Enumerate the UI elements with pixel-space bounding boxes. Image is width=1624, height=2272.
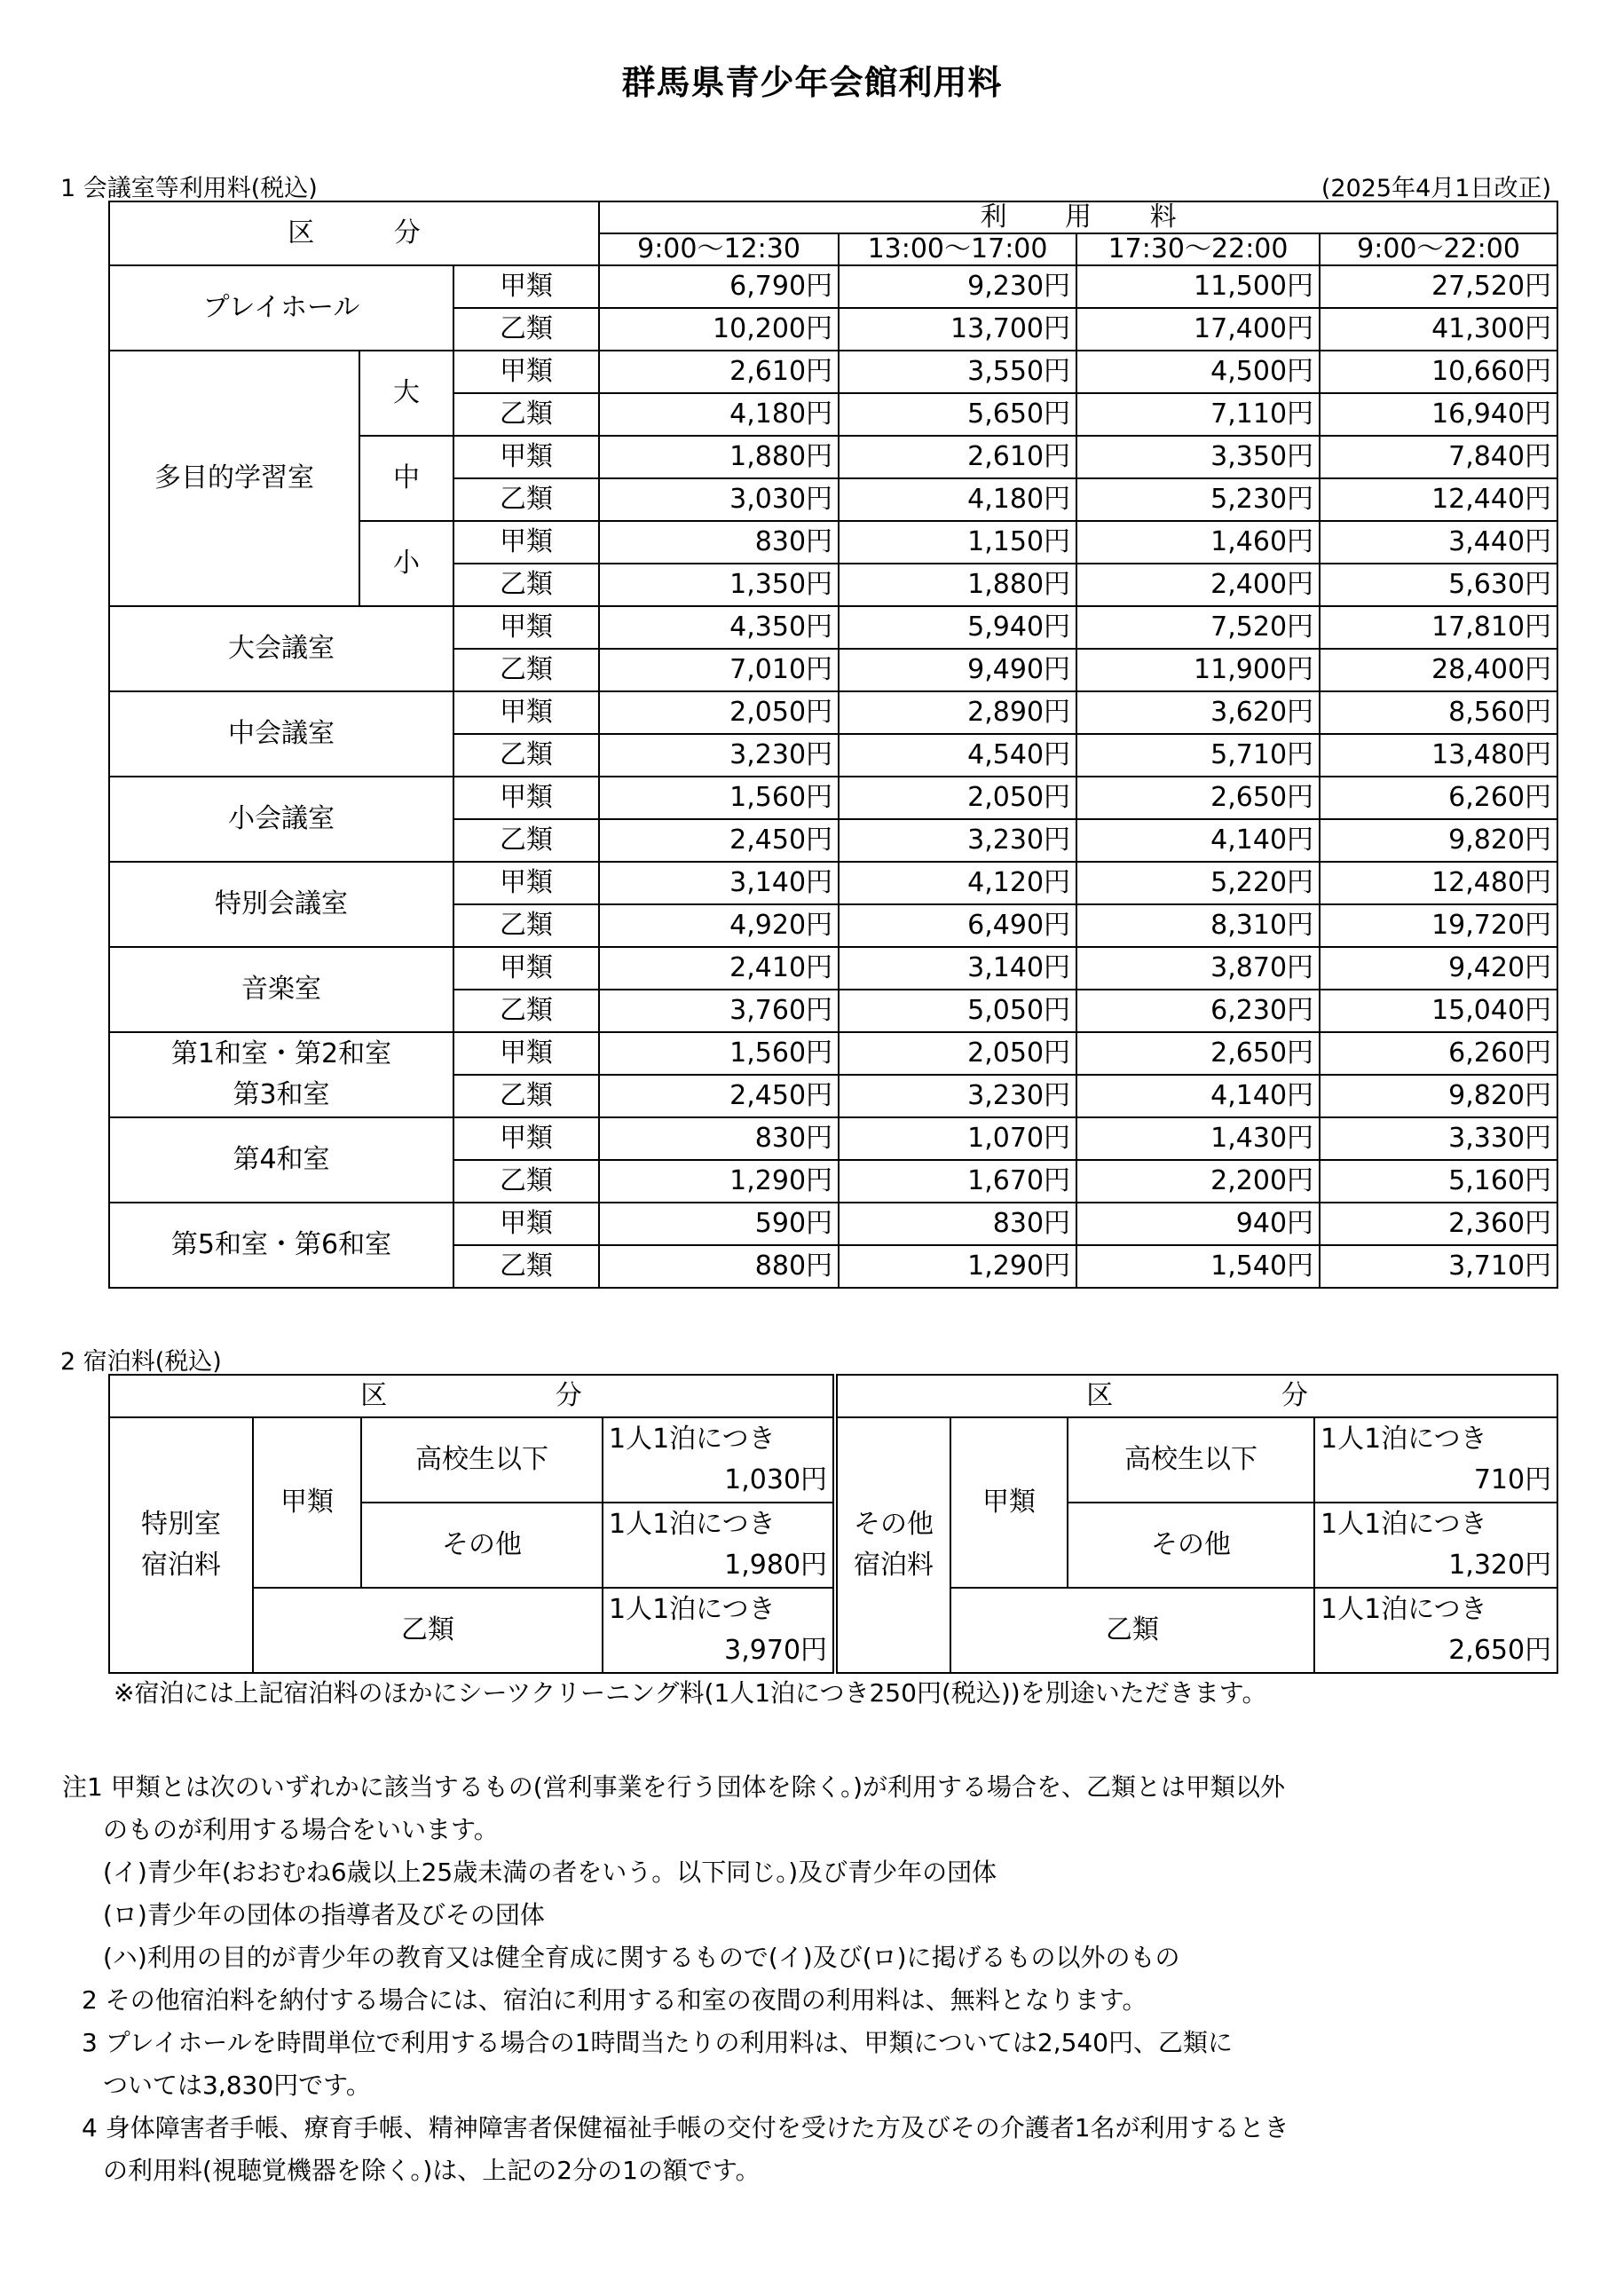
lodging-fee-table <box>108 1374 1558 1674</box>
fee-cell: 4,540円 <box>839 734 1076 777</box>
fee-cell: 940円 <box>1076 1203 1320 1245</box>
header-fee: 利 用 料 <box>599 201 1557 233</box>
special-a-high-fee: 1人1泊につき 1,030円 <box>603 1417 835 1503</box>
fee-cell: 13,700円 <box>839 308 1076 351</box>
fee-cell: 4,920円 <box>599 904 839 947</box>
lodging-header-kubun-left: 区 分 <box>109 1375 835 1417</box>
room-name: 中会議室 <box>109 691 453 777</box>
fee-cell: 830円 <box>599 1117 839 1160</box>
lodging-footnote: ※宿泊には上記宿泊料のほかにシーツクリーニング料(1人1泊につき250円(税込))を別途いただきます。 <box>114 1678 1267 1708</box>
fee-cell: 1,880円 <box>839 564 1076 606</box>
room-name: 第5和室・第6和室 <box>109 1203 453 1288</box>
fee-class: 甲類 <box>453 691 599 734</box>
fee-row <box>109 691 1557 734</box>
fee-class: 乙類 <box>453 393 599 436</box>
note-1-ha: (ハ)利用の目的が青少年の教育又は健全育成に関するもので(イ)及び(ロ)に掲げるもの以外のもの <box>103 1943 1180 1972</box>
other-others: その他 <box>1068 1503 1314 1588</box>
time-slot-evening: 17:30～22:00 <box>1076 233 1320 265</box>
fee-class: 甲類 <box>453 947 599 990</box>
other-a-high-fee: 1人1泊につき 710円 <box>1314 1417 1557 1503</box>
room-name: 音楽室 <box>109 947 453 1032</box>
fee-cell: 6,260円 <box>1320 1032 1557 1075</box>
fee-cell: 11,500円 <box>1076 265 1320 308</box>
fee-class: 乙類 <box>453 478 599 521</box>
fee-cell: 2,050円 <box>599 691 839 734</box>
fee-cell: 2,410円 <box>599 947 839 990</box>
special-room-label: 特別室 宿泊料 <box>109 1417 253 1673</box>
fee-cell: 5,630円 <box>1320 564 1557 606</box>
fee-cell: 19,720円 <box>1320 904 1557 947</box>
fee-class: 甲類 <box>453 1032 599 1075</box>
fee-cell: 1,070円 <box>839 1117 1076 1160</box>
fee-class: 乙類 <box>453 1075 599 1117</box>
fee-cell: 41,300円 <box>1320 308 1557 351</box>
fee-class: 甲類 <box>453 521 599 564</box>
fee-cell: 2,050円 <box>839 1032 1076 1075</box>
fee-cell: 3,140円 <box>839 947 1076 990</box>
fee-cell: 4,140円 <box>1076 819 1320 862</box>
note-3-cont: ついては3,830円です。 <box>103 2071 371 2100</box>
fee-class: 甲類 <box>453 351 599 393</box>
fee-cell: 7,520円 <box>1076 606 1320 649</box>
fee-cell: 2,450円 <box>599 819 839 862</box>
fee-cell: 3,440円 <box>1320 521 1557 564</box>
fee-cell: 5,220円 <box>1076 862 1320 904</box>
fee-cell: 3,350円 <box>1076 436 1320 478</box>
fee-class: 乙類 <box>453 308 599 351</box>
fee-cell: 3,230円 <box>839 1075 1076 1117</box>
note-4: 4 身体障害者手帳、療育手帳、精神障害者保健福祉手帳の交付を受けた方及びその介護者1名が利用するとき <box>82 2113 1289 2142</box>
special-class-a: 甲類 <box>253 1417 361 1588</box>
fee-cell: 2,200円 <box>1076 1160 1320 1203</box>
special-a-other-fee: 1人1泊につき 1,980円 <box>603 1503 835 1588</box>
fee-class: 乙類 <box>453 904 599 947</box>
fee-cell: 9,490円 <box>839 649 1076 691</box>
fee-cell: 5,650円 <box>839 393 1076 436</box>
lodging-header-kubun-right: 区 分 <box>835 1375 1557 1417</box>
fee-cell: 3,870円 <box>1076 947 1320 990</box>
fee-cell: 830円 <box>839 1203 1076 1245</box>
note-2: 2 その他宿泊料を納付する場合には、宿泊に利用する和室の夜間の利用料は、無料となります。 <box>82 1985 1147 2015</box>
fee-row <box>109 1203 1557 1245</box>
fee-cell: 1,560円 <box>599 777 839 819</box>
fee-cell: 7,110円 <box>1076 393 1320 436</box>
note-3: 3 プレイホールを時間単位で利用する場合の1時間当たりの利用料は、甲類については2,540円、乙類に <box>82 2028 1234 2057</box>
fee-cell: 3,330円 <box>1320 1117 1557 1160</box>
fee-cell: 4,140円 <box>1076 1075 1320 1117</box>
fee-cell: 6,260円 <box>1320 777 1557 819</box>
fee-cell: 5,710円 <box>1076 734 1320 777</box>
fee-class: 乙類 <box>453 1245 599 1288</box>
note-4-cont: の利用料(視聴覚機器を除く。)は、上記の2分の1の額です。 <box>103 2156 761 2185</box>
fee-class: 甲類 <box>453 1203 599 1245</box>
fee-class: 乙類 <box>453 734 599 777</box>
fee-cell: 8,560円 <box>1320 691 1557 734</box>
fee-cell: 1,430円 <box>1076 1117 1320 1160</box>
fee-cell: 1,150円 <box>839 521 1076 564</box>
fee-row <box>109 862 1557 904</box>
other-room-label: その他 宿泊料 <box>835 1417 950 1673</box>
fee-cell: 1,290円 <box>839 1245 1076 1288</box>
fee-cell: 880円 <box>599 1245 839 1288</box>
fee-cell: 17,400円 <box>1076 308 1320 351</box>
room-name: 大会議室 <box>109 606 453 691</box>
time-slot-afternoon: 13:00～17:00 <box>839 233 1076 265</box>
fee-cell: 10,200円 <box>599 308 839 351</box>
room-name: 特別会議室 <box>109 862 453 947</box>
fee-cell: 1,540円 <box>1076 1245 1320 1288</box>
fee-cell: 4,120円 <box>839 862 1076 904</box>
time-slot-full-day: 9:00～22:00 <box>1320 233 1557 265</box>
fee-cell: 1,670円 <box>839 1160 1076 1203</box>
fee-cell: 9,820円 <box>1320 819 1557 862</box>
fee-cell: 8,310円 <box>1076 904 1320 947</box>
fee-cell: 15,040円 <box>1320 990 1557 1032</box>
fee-class: 乙類 <box>453 819 599 862</box>
fee-class: 乙類 <box>453 990 599 1032</box>
room-name: 小会議室 <box>109 777 453 862</box>
fee-class: 乙類 <box>453 649 599 691</box>
other-class-a: 甲類 <box>950 1417 1068 1588</box>
fee-class: 甲類 <box>453 606 599 649</box>
fee-cell: 3,030円 <box>599 478 839 521</box>
fee-cell: 9,420円 <box>1320 947 1557 990</box>
fee-cell: 830円 <box>599 521 839 564</box>
special-b-fee: 1人1泊につき 3,970円 <box>603 1588 835 1673</box>
fee-cell: 17,810円 <box>1320 606 1557 649</box>
other-a-other-fee: 1人1泊につき 1,320円 <box>1314 1503 1557 1588</box>
fee-cell: 3,760円 <box>599 990 839 1032</box>
fee-cell: 5,230円 <box>1076 478 1320 521</box>
fee-cell: 4,500円 <box>1076 351 1320 393</box>
fee-cell: 28,400円 <box>1320 649 1557 691</box>
time-slot-morning: 9:00～12:30 <box>599 233 839 265</box>
fee-cell: 9,820円 <box>1320 1075 1557 1117</box>
fee-cell: 6,790円 <box>599 265 839 308</box>
fee-cell: 3,550円 <box>839 351 1076 393</box>
fee-cell: 4,180円 <box>599 393 839 436</box>
special-class-b: 乙類 <box>253 1588 603 1673</box>
fee-cell: 2,050円 <box>839 777 1076 819</box>
note-1-ro: (ロ)青少年の団体の指導者及びその団体 <box>103 1900 545 1929</box>
special-others: その他 <box>361 1503 603 1588</box>
page-title: 群馬県青少年会館利用料 <box>621 63 1003 102</box>
fee-cell: 9,230円 <box>839 265 1076 308</box>
fee-cell: 2,610円 <box>599 351 839 393</box>
fee-cell: 1,560円 <box>599 1032 839 1075</box>
fee-cell: 5,940円 <box>839 606 1076 649</box>
fee-cell: 2,610円 <box>839 436 1076 478</box>
fee-class: 乙類 <box>453 1160 599 1203</box>
fee-cell: 1,290円 <box>599 1160 839 1203</box>
room-size: 小 <box>359 521 453 606</box>
fee-row <box>109 265 1557 308</box>
fee-row <box>109 606 1557 649</box>
fee-cell: 4,350円 <box>599 606 839 649</box>
fee-row <box>109 947 1557 990</box>
fee-cell: 3,710円 <box>1320 1245 1557 1288</box>
header-kubun: 区 分 <box>109 201 599 265</box>
fee-cell: 1,460円 <box>1076 521 1320 564</box>
fee-cell: 3,140円 <box>599 862 839 904</box>
usage-fee-table <box>108 201 1558 1289</box>
note-1-cont: のものが利用する場合をいいます。 <box>103 1815 499 1844</box>
room-size: 中 <box>359 436 453 521</box>
fee-cell: 5,160円 <box>1320 1160 1557 1203</box>
fee-cell: 5,050円 <box>839 990 1076 1032</box>
fee-cell: 6,230円 <box>1076 990 1320 1032</box>
other-b-fee: 1人1泊につき 2,650円 <box>1314 1588 1557 1673</box>
room-name: 第4和室 <box>109 1117 453 1203</box>
fee-cell: 3,620円 <box>1076 691 1320 734</box>
room-name: 多目的学習室 <box>109 351 359 606</box>
note-1-i: (イ)青少年(おおむね6歳以上25歳未満の者をいう。以下同じ。)及び青少年の団体 <box>103 1858 997 1887</box>
room-size: 大 <box>359 351 453 436</box>
section1-heading: 1 会議室等利用料(税込) <box>60 175 318 202</box>
fee-cell: 3,230円 <box>839 819 1076 862</box>
fee-row <box>109 351 1557 393</box>
fee-class: 甲類 <box>453 436 599 478</box>
fee-cell: 2,450円 <box>599 1075 839 1117</box>
fee-cell: 3,230円 <box>599 734 839 777</box>
fee-cell: 6,490円 <box>839 904 1076 947</box>
room-name: プレイホール <box>109 265 453 351</box>
special-high-school: 高校生以下 <box>361 1417 603 1503</box>
fee-class: 甲類 <box>453 777 599 819</box>
room-name: 第1和室・第2和室 第3和室 <box>109 1032 453 1117</box>
fee-cell: 1,350円 <box>599 564 839 606</box>
fee-cell: 27,520円 <box>1320 265 1557 308</box>
fee-cell: 590円 <box>599 1203 839 1245</box>
other-class-b: 乙類 <box>950 1588 1314 1673</box>
fee-cell: 13,480円 <box>1320 734 1557 777</box>
section2-heading: 2 宿泊料(税込) <box>60 1348 222 1376</box>
fee-cell: 2,400円 <box>1076 564 1320 606</box>
fee-row <box>109 777 1557 819</box>
fee-cell: 12,440円 <box>1320 478 1557 521</box>
fee-cell: 11,900円 <box>1076 649 1320 691</box>
fee-cell: 2,650円 <box>1076 1032 1320 1075</box>
fee-cell: 7,840円 <box>1320 436 1557 478</box>
revision-date: (2025年4月1日改正) <box>1320 175 1551 202</box>
fee-class: 甲類 <box>453 862 599 904</box>
fee-class: 甲類 <box>453 265 599 308</box>
fee-cell: 12,480円 <box>1320 862 1557 904</box>
fee-cell: 2,890円 <box>839 691 1076 734</box>
fee-cell: 1,880円 <box>599 436 839 478</box>
fee-row <box>109 1117 1557 1160</box>
fee-cell: 4,180円 <box>839 478 1076 521</box>
fee-cell: 10,660円 <box>1320 351 1557 393</box>
fee-cell: 7,010円 <box>599 649 839 691</box>
fee-cell: 2,360円 <box>1320 1203 1557 1245</box>
fee-row <box>109 1032 1557 1075</box>
note-1: 注1 甲類とは次のいずれかに該当するもの(営利事業を行う団体を除く。)が利用する場合を、乙類とは甲類以外 <box>62 1772 1286 1802</box>
other-high-school: 高校生以下 <box>1068 1417 1314 1503</box>
fee-class: 甲類 <box>453 1117 599 1160</box>
fee-cell: 16,940円 <box>1320 393 1557 436</box>
fee-cell: 2,650円 <box>1076 777 1320 819</box>
fee-class: 乙類 <box>453 564 599 606</box>
